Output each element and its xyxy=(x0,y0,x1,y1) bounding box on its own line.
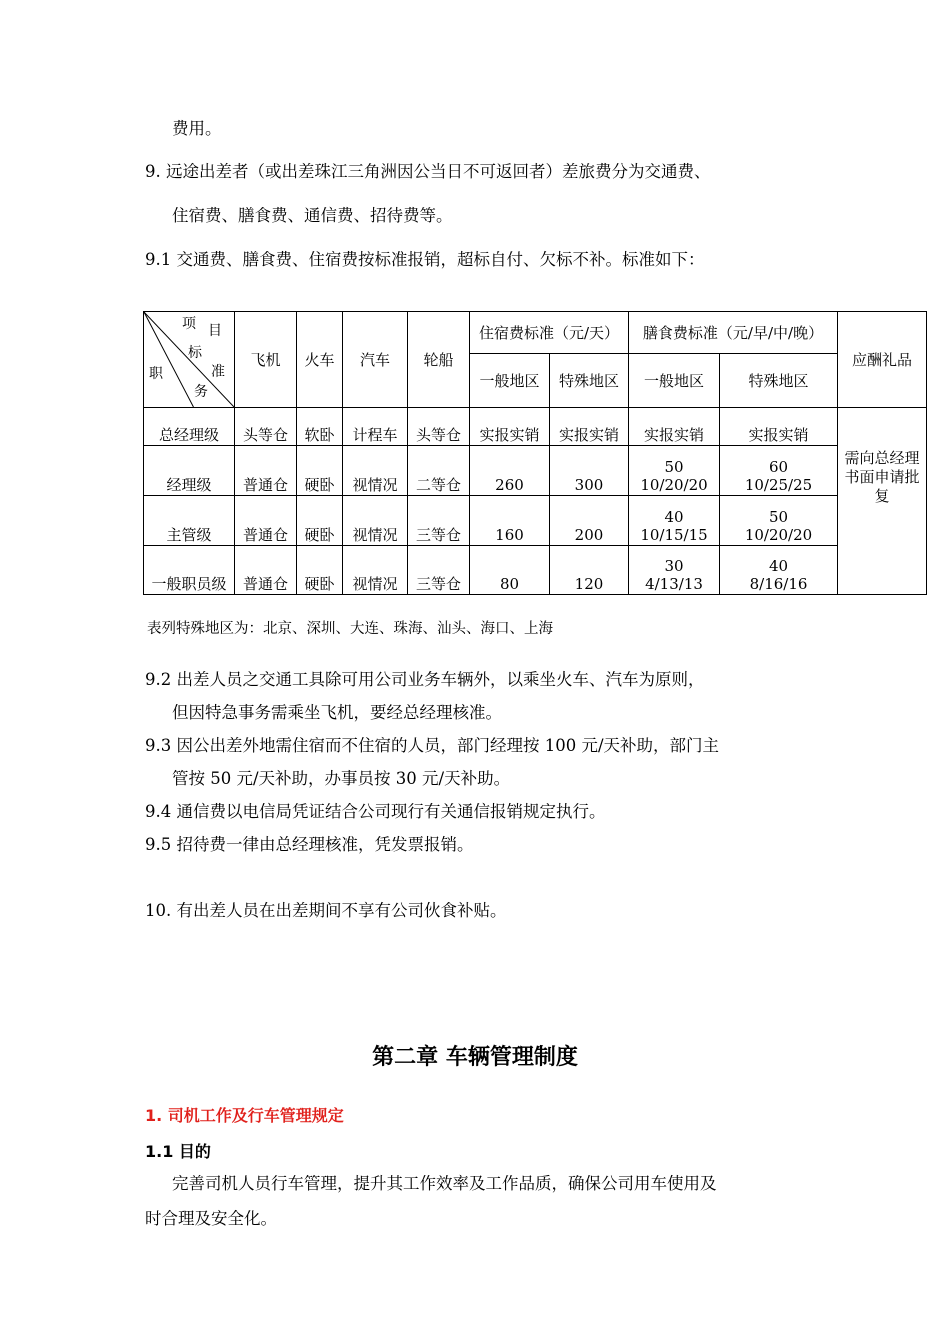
diag-label-mu: 目 xyxy=(208,323,222,339)
header-train: 火车 xyxy=(297,312,343,408)
row-level: 一般职员级 xyxy=(144,546,235,595)
diag-label-zhi: 职 xyxy=(149,366,163,382)
chapter-title: 第二章 车辆管理制度 xyxy=(372,1045,578,1070)
header-car: 汽车 xyxy=(343,312,408,408)
meal-general-value: 实报实销 xyxy=(643,426,704,444)
paragraph-9-5: 9.5 招待费一律由总经理核准，凭发票报销。 xyxy=(145,835,474,854)
purpose-line1: 完善司机人员行车管理，提升其工作效率及工作品质，确保公司用车使用及 xyxy=(172,1174,717,1193)
row-ship: 头等仓 xyxy=(408,408,470,446)
row-train: 硬卧 xyxy=(297,446,343,496)
paragraph-9-3-line1: 9.3 因公出差外地需住宿而不住宿的人员，部门经理按 100 元/天补助，部门主 xyxy=(145,736,720,755)
purpose-line2: 时合理及安全化。 xyxy=(145,1209,277,1228)
row-car: 视情况 xyxy=(343,546,408,595)
row-lodging-general: 80 xyxy=(470,546,550,595)
header-lodging: 住宿费标准（元/天） xyxy=(470,312,629,354)
meal-general-breakdown: 10/20/20 xyxy=(640,476,708,494)
subsection-heading: 1.1 目的 xyxy=(145,1142,211,1161)
meal-general-breakdown: 4/13/13 xyxy=(645,575,703,593)
row-level: 主管级 xyxy=(144,496,235,546)
row-ship: 三等仓 xyxy=(408,496,470,546)
row-plane: 普通仓 xyxy=(235,546,297,595)
row-meal-general xyxy=(629,496,720,546)
header-meal: 膳食费标准（元/早/中/晚） xyxy=(629,312,838,354)
row-lodging-general: 260 xyxy=(470,446,550,496)
paragraph-9-2-line2: 但因特急事务需乘坐飞机，要经总经理核准。 xyxy=(172,703,502,722)
row-lodging-general: 160 xyxy=(470,496,550,546)
diag-label-wu: 务 xyxy=(194,384,208,400)
header-lodging-general: 一般地区 xyxy=(470,354,550,408)
row-train: 硬卧 xyxy=(297,546,343,595)
meal-special-breakdown: 8/16/16 xyxy=(749,575,808,593)
header-lodging-special: 特殊地区 xyxy=(550,354,629,408)
header-meal-special: 特殊地区 xyxy=(720,354,838,408)
row-plane: 普通仓 xyxy=(235,446,297,496)
paragraph-9-2-line1: 9.2 出差人员之交通工具除可用公司业务车辆外，以乘坐火车、汽车为原则， xyxy=(145,670,705,689)
meal-special-total: 50 xyxy=(768,508,789,526)
paragraph-continuation: 费用。 xyxy=(172,119,222,138)
meal-special-breakdown: 10/20/20 xyxy=(744,526,813,544)
row-meal-special xyxy=(720,408,838,446)
header-meal-general: 一般地区 xyxy=(629,354,720,408)
meal-special-breakdown: 10/25/25 xyxy=(744,476,813,494)
row-lodging-special: 300 xyxy=(550,446,629,496)
meal-general-total: 50 xyxy=(664,458,684,476)
row-meal-general xyxy=(629,546,720,595)
header-ship: 轮船 xyxy=(408,312,470,408)
meal-general-total: 40 xyxy=(664,508,684,526)
row-meal-special xyxy=(720,496,838,546)
diag-label-zhun: 准 xyxy=(211,364,225,380)
row-meal-special xyxy=(720,446,838,496)
paragraph-9-3-line2: 管按 50 元/天补助，办事员按 30 元/天补助。 xyxy=(172,769,511,788)
paragraph-9-line1: 9. 远途出差者（或出差珠江三角洲因公当日不可返回者）差旅费分为交通费、 xyxy=(145,162,711,181)
header-gift: 应酬礼品 xyxy=(838,312,927,408)
row-car: 视情况 xyxy=(343,496,408,546)
section-heading: 1. 司机工作及行车管理规定 xyxy=(145,1106,344,1125)
table-note: 表列特殊地区为：北京、深圳、大连、珠海、汕头、海口、上海 xyxy=(147,621,553,637)
row-meal-special xyxy=(720,546,838,595)
row-level: 总经理级 xyxy=(144,408,235,446)
header-plane: 飞机 xyxy=(235,312,297,408)
row-lodging-special: 200 xyxy=(550,496,629,546)
row-lodging-special: 实报实销 xyxy=(550,408,629,446)
row-train: 硬卧 xyxy=(297,496,343,546)
paragraph-9-4: 9.4 通信费以电信局凭证结合公司现行有关通信报销规定执行。 xyxy=(145,802,606,821)
meal-special-value: 实报实销 xyxy=(748,426,809,444)
row-level: 经理级 xyxy=(144,446,235,496)
row-lodging-general: 实报实销 xyxy=(470,408,550,446)
gift-note: 需向总经理书面申请批复 xyxy=(844,448,920,505)
row-meal-general xyxy=(629,446,720,496)
gift-note-cell xyxy=(838,408,927,595)
paragraph-10: 10. 有出差人员在出差期间不享有公司伙食补贴。 xyxy=(145,901,507,920)
row-car: 视情况 xyxy=(343,446,408,496)
meal-general-total: 30 xyxy=(664,557,684,575)
meal-general-breakdown: 10/15/15 xyxy=(640,526,708,544)
row-train: 软卧 xyxy=(297,408,343,446)
paragraph-9-line2: 住宿费、膳食费、通信费、招待费等。 xyxy=(172,206,453,225)
diagonal-header-cell xyxy=(144,312,235,408)
row-ship: 二等仓 xyxy=(408,446,470,496)
row-car: 计程车 xyxy=(343,408,408,446)
paragraph-9-1: 9.1 交通费、膳食费、住宿费按标准报销，超标自付、欠标不补。标准如下： xyxy=(145,250,705,269)
diag-label-xiang: 项 xyxy=(182,316,196,332)
row-plane: 普通仓 xyxy=(235,496,297,546)
meal-special-total: 40 xyxy=(768,557,789,575)
row-meal-general xyxy=(629,408,720,446)
row-plane: 头等仓 xyxy=(235,408,297,446)
row-ship: 三等仓 xyxy=(408,546,470,595)
row-lodging-special: 120 xyxy=(550,546,629,595)
meal-special-total: 60 xyxy=(768,458,789,476)
travel-standard-table xyxy=(143,311,927,595)
diag-label-biao: 标 xyxy=(188,345,202,361)
